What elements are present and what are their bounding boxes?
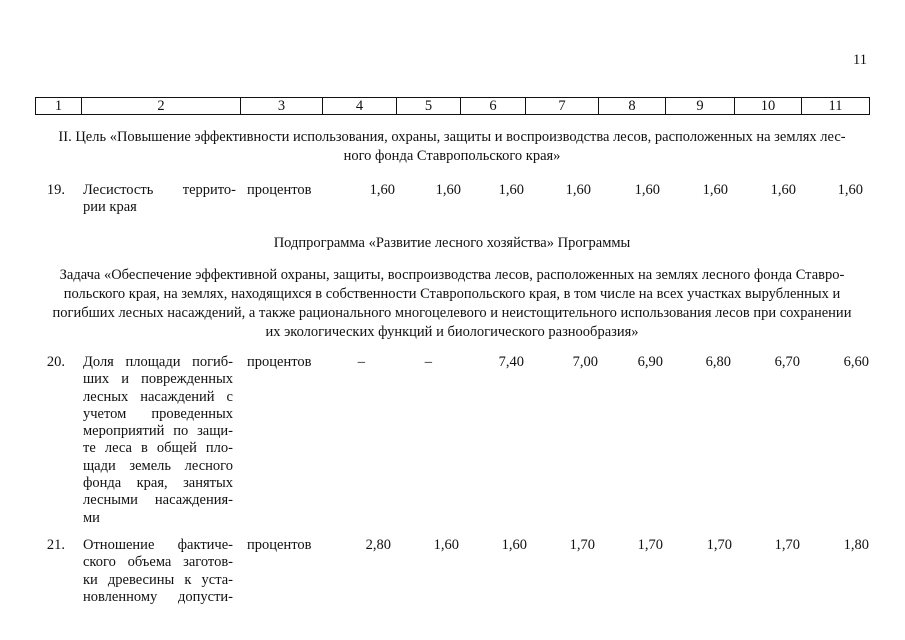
value-cell: 6,60 [843, 354, 869, 370]
goal-heading-line: II. Цель «Повышение эффективности использования, охраны, защиты и воспроизводства лесов, расположенных на землях лес- [58, 129, 846, 145]
value-cell: 1,60 [501, 537, 527, 553]
subprogram-heading: Подпрограмма «Развитие лесного хозяйства» Программы [273, 235, 631, 251]
indicator-name-line: Отношение фактиче- [83, 537, 233, 553]
indicator-name-line: ского объема заготов- [83, 554, 233, 571]
unit-cell: процентов [247, 182, 312, 198]
task-heading-line: погибших лесных насаждений, а также рационального многоцелевого и неистощительного использования лесов при сохранении [52, 305, 852, 321]
value-cell: 1,60 [634, 182, 660, 198]
value-cell: 1,60 [369, 182, 395, 198]
value-cell: 6,80 [705, 354, 731, 370]
column-number-cell: 8 [599, 98, 666, 115]
column-number-cell: 5 [397, 98, 461, 115]
row-number: 21. [46, 537, 65, 553]
page-number: 11 [853, 52, 867, 68]
column-number-header [35, 97, 870, 115]
value-cell: 1,60 [435, 182, 461, 198]
value-cell: – [424, 354, 432, 370]
task-heading-line: Задача «Обеспечение эффективной охраны, защиты, воспроизводства лесов, расположенных на землях лесного фонда Ставро- [59, 267, 845, 283]
value-cell: 1,60 [433, 537, 459, 553]
goal-heading-line: ного фонда Ставропольского края» [343, 148, 561, 164]
value-cell: 1,80 [843, 537, 869, 553]
task-heading-line: их экологических функций и биологического разнообразия» [265, 324, 639, 340]
value-cell: 1,70 [774, 537, 800, 553]
column-number-cell: 11 [802, 98, 870, 115]
indicator-name-line [83, 182, 236, 199]
value-cell: 1,60 [837, 182, 863, 198]
value-cell: 1,60 [565, 182, 591, 198]
goal-heading [35, 128, 869, 166]
indicator-name-line: рии края [83, 199, 137, 216]
indicator-name-line: новленному допусти- [83, 588, 233, 605]
value-cell: 1,70 [637, 537, 663, 553]
indicator-name-line: ми [83, 509, 100, 526]
indicator-name-line: Доля площади погиб- [83, 354, 233, 370]
indicator-name [83, 354, 233, 527]
value-cell: 1,70 [706, 537, 732, 553]
column-number-cell: 1 [36, 98, 82, 115]
indicator-name-line: фонда края, занятых [83, 475, 233, 492]
indicator-name-line: лесных насаждений с [83, 388, 233, 405]
indicator-name-text: Лесистость террито- [83, 182, 236, 198]
value-cell: 6,90 [637, 354, 663, 370]
indicator-name [83, 537, 233, 606]
value-cell: 6,70 [774, 354, 800, 370]
row-number: 19. [46, 182, 65, 198]
value-cell: 1,70 [569, 537, 595, 553]
column-number-cell: 6 [461, 98, 526, 115]
column-number-cell: 9 [666, 98, 735, 115]
indicator-name-line: ших и поврежденных [83, 371, 233, 388]
value-cell: 7,00 [572, 354, 598, 370]
column-number-cell: 7 [526, 98, 599, 115]
indicator-name [83, 182, 236, 217]
unit-cell: процентов [247, 354, 312, 370]
unit-cell: процентов [247, 537, 312, 553]
task-heading [35, 266, 869, 342]
value-cell: 1,60 [770, 182, 796, 198]
indicator-name-line: щади земель лесного [83, 457, 233, 474]
indicator-name-line: те леса в общей пло- [83, 440, 233, 457]
indicator-name-line: мероприятий по защи- [83, 423, 233, 440]
value-cell: 2,80 [365, 537, 391, 553]
row-number: 20. [46, 354, 65, 370]
indicator-name-line: лесными насаждения- [83, 492, 233, 509]
column-number-cell: 4 [323, 98, 397, 115]
task-heading-line: польского края, на землях, находящихся в собственности Ставропольского края, в том числе на всех участках вырубленных и [63, 286, 841, 302]
value-cell: – [357, 354, 365, 370]
indicator-name-line: ки древесины к уста- [83, 571, 233, 588]
value-cell: 1,60 [702, 182, 728, 198]
column-number-cell: 3 [241, 98, 323, 115]
indicator-name-line: учетом проведенных [83, 405, 233, 422]
value-cell: 1,60 [498, 182, 524, 198]
value-cell: 7,40 [498, 354, 524, 370]
column-number-cell: 2 [82, 98, 241, 115]
column-number-cell: 10 [735, 98, 802, 115]
